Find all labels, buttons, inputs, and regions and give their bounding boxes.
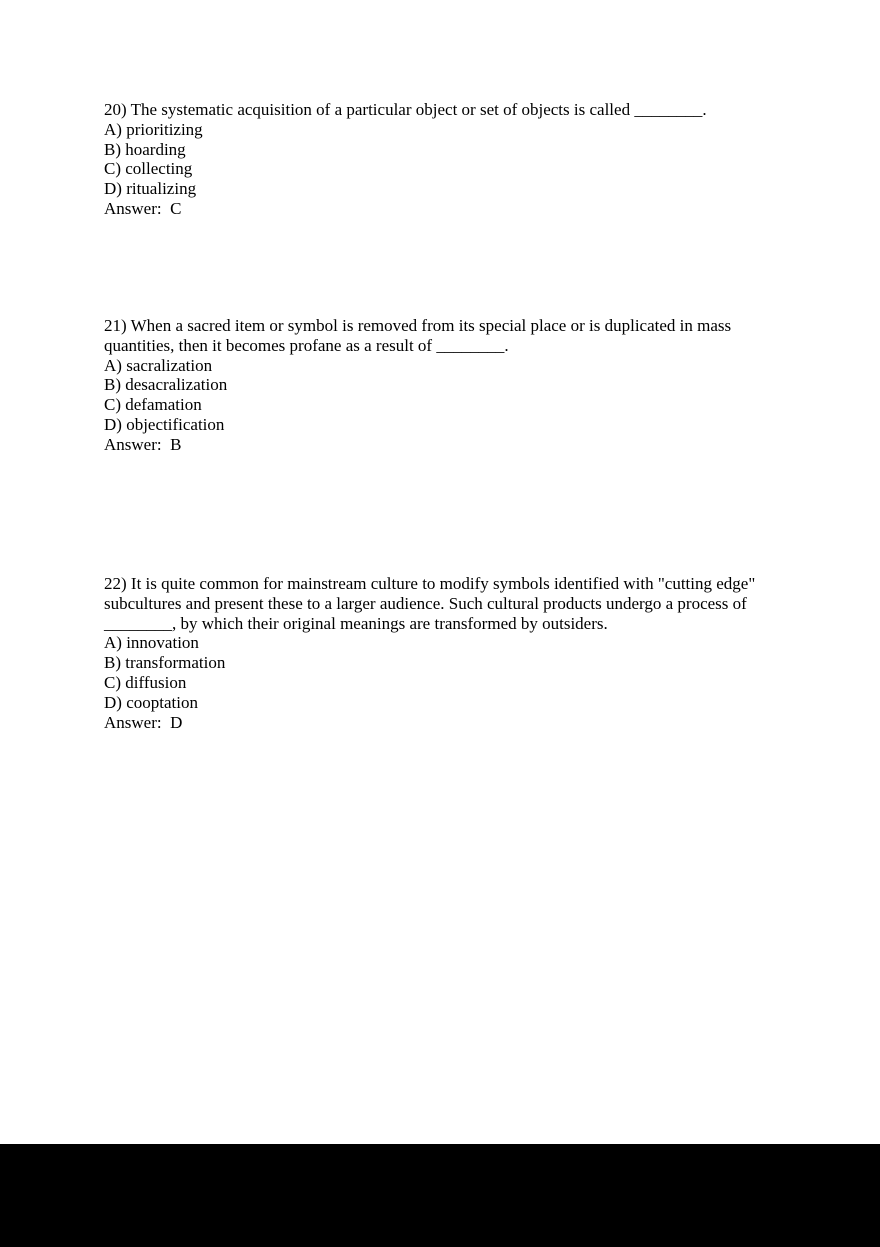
option-letter: B) (104, 375, 121, 395)
question-number: 21) (104, 316, 127, 335)
option-a (104, 356, 774, 376)
option-letter: A) (104, 355, 122, 375)
option-b (104, 375, 774, 395)
option-letter: A) (104, 633, 122, 653)
answer-line (104, 713, 774, 733)
question-22 (104, 574, 774, 732)
option-letter: D) (104, 414, 122, 434)
option-b (104, 140, 774, 160)
question-stem (104, 574, 774, 633)
answer-value: C (170, 198, 182, 218)
option-c (104, 159, 774, 179)
option-text: cooptation (126, 692, 198, 712)
option-b (104, 653, 774, 673)
answer-value: B (170, 434, 182, 454)
question-number: 22) (104, 574, 127, 593)
answer-label: Answer: (104, 434, 171, 454)
option-letter: C) (104, 672, 121, 692)
option-letter: C) (104, 159, 121, 179)
option-letter: B) (104, 653, 121, 673)
answer-label: Answer: (104, 198, 171, 218)
option-c (104, 395, 774, 415)
option-text: hoarding (125, 139, 186, 159)
option-text: objectification (126, 414, 225, 434)
option-text: collecting (125, 159, 193, 179)
question-20 (104, 100, 774, 219)
answer-value: D (170, 712, 183, 732)
question-stem (104, 100, 774, 120)
options-list (104, 356, 774, 435)
option-a (104, 633, 774, 653)
option-d (104, 693, 774, 713)
options-list (104, 120, 774, 199)
option-text: innovation (126, 633, 199, 653)
question-stem (104, 316, 774, 356)
option-text: prioritizing (126, 119, 203, 139)
option-letter: A) (104, 119, 122, 139)
option-text: sacralization (126, 355, 213, 375)
option-text: diffusion (125, 672, 187, 692)
option-c (104, 673, 774, 693)
option-text: transformation (125, 653, 226, 673)
question-text: It is quite common for mainstream culture to modify symbols identified with "cutting edge" subcultures and present these to a larger audience. Such cultural products undergo a process of ________, by which their original meanings are transformed by outsiders. (104, 574, 756, 633)
option-letter: B) (104, 139, 121, 159)
question-number: 20) (104, 100, 127, 119)
question-text: When a sacred item or symbol is removed from its special place or is duplicated in mass quantities, then it becomes profane as a result of ________. (104, 316, 732, 355)
option-letter: D) (104, 179, 122, 199)
option-letter: C) (104, 395, 121, 415)
option-text: ritualizing (126, 179, 197, 199)
question-21 (104, 316, 774, 455)
option-d (104, 415, 774, 435)
option-text: desacralization (125, 375, 228, 395)
answer-line (104, 435, 774, 455)
answer-label: Answer: (104, 712, 171, 732)
question-text: The systematic acquisition of a particular object or set of objects is called ________. (130, 100, 707, 119)
option-a (104, 120, 774, 140)
option-letter: D) (104, 692, 122, 712)
option-d (104, 179, 774, 199)
answer-line (104, 199, 774, 219)
bottom-black-band (0, 1144, 880, 1247)
option-text: defamation (125, 395, 202, 415)
options-list (104, 633, 774, 712)
